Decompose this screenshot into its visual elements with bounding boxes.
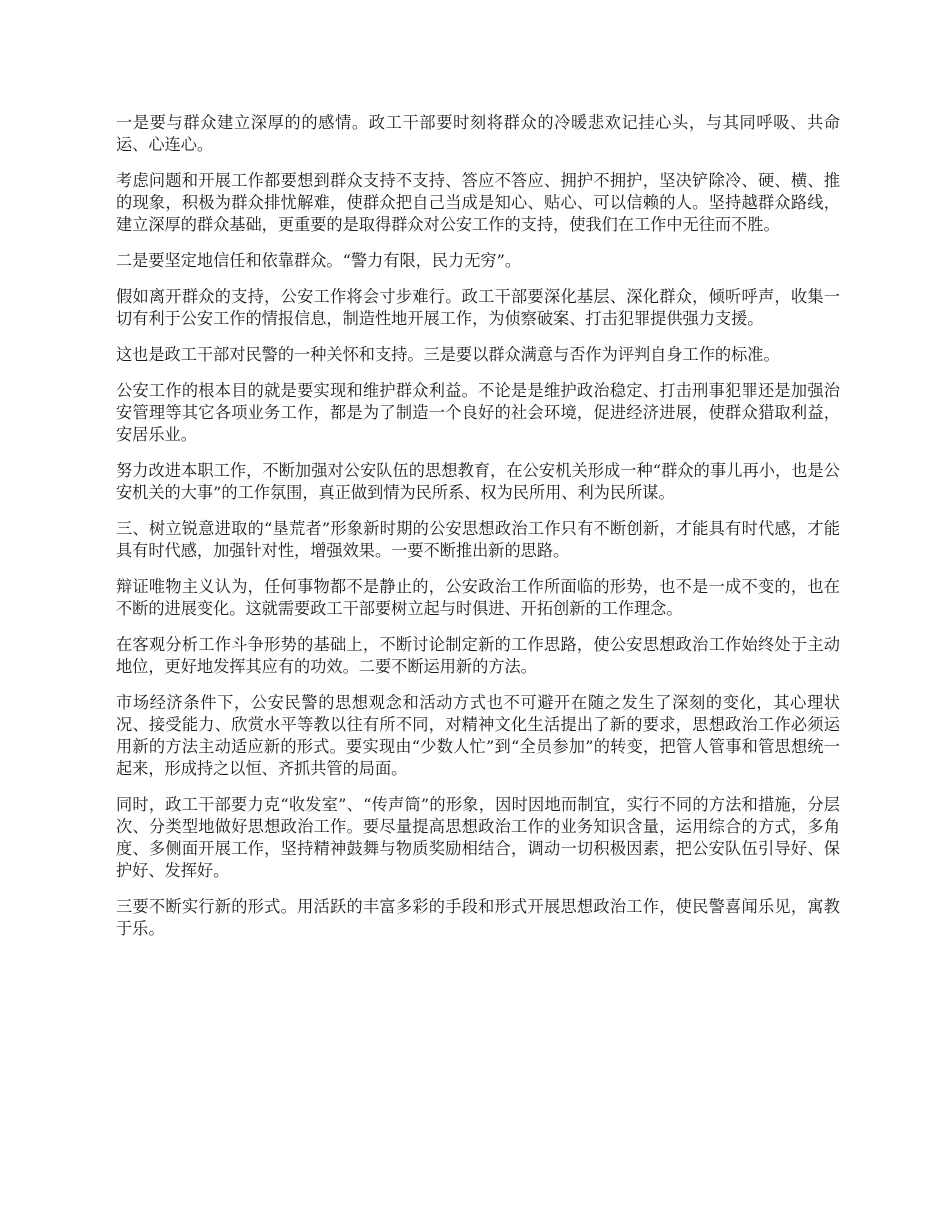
paragraph-12: 同时，政工干部要力克“收发室”、“传声筒”的形象，因时因地而制宜，实行不同的方法和措施，分层次、分类型地做好思想政治工作。要尽量提高思想政治工作的业务知识含量，运用综合的方式，多角度、多侧面开展工作，坚持精神鼓舞与物质奖励相结合，调动一切积极因素，把公安队伍引导好、保护好、发挥好。 — [116, 795, 840, 880]
document-body — [116, 112, 840, 954]
paragraph-2: 考虑问题和开展工作都要想到群众支持不支持、答应不答应、拥护不拥护，坚决铲除冷、硬、横、推的现象，积极为群众排忧解难，使群众把自己当成是知心、贴心、可以信赖的人。坚持越群众路线，建立深厚的群众基础，更重要的是取得群众对公安工作的支持，使我们在工作中无往而不胜。 — [116, 171, 840, 234]
paragraph-13: 三要不断实行新的形式。用活跃的丰富多彩的手段和形式开展思想政治工作，使民警喜闻乐见，寓教于乐。 — [116, 897, 840, 938]
paragraph-3: 二是要坚定地信任和依靠群众。“警力有限，民力无穷”。 — [116, 251, 522, 270]
paragraph-7: 努力改进本职工作，不断加强对公安队伍的思想教育，在公安机关形成一种“群众的事儿再小，也是公安机关的大事”的工作氛围，真正做到情为民所系、权为民所用、利为民所谋。 — [116, 461, 840, 502]
paragraph-5: 这也是政工干部对民警的一种关怀和支持。三是要以群众满意与否作为评判自身工作的标准。 — [116, 345, 780, 364]
paragraph-9: 辩证唯物主义认为，任何事物都不是静止的，公安政治工作所面临的形势，也不是一成不变的，也在不断的进展变化。这就需要政工干部要树立起与时俱进、开拓创新的工作理念。 — [116, 577, 840, 618]
paragraph-6: 公安工作的根本目的就是要实现和维护群众利益。不论是是维护政治稳定、打击刑事犯罪还是加强治安管理等其它各项业务工作，都是为了制造一个良好的社会环境，促进经济进展，使群众猎取利益，安居乐业。 — [116, 381, 840, 444]
paragraph-8: 三、树立锐意进取的“垦荒者”形象新时期的公安思想政治工作只有不断创新，才能具有时代感，才能具有时代感，加强针对性，增强效果。一要不断推出新的思路。 — [116, 519, 840, 560]
paragraph-4: 假如离开群众的支持，公安工作将会寸步难行。政工干部要深化基层、深化群众，倾听呼声，收集一切有利于公安工作的情报信息，制造性地开展工作，为侦察破案、打击犯罪提供强力支援。 — [116, 287, 840, 328]
paragraph-10: 在客观分析工作斗争形势的基础上，不断讨论制定新的工作思路，使公安思想政治工作始终处于主动地位，更好地发挥其应有的功效。二要不断运用新的方法。 — [116, 635, 840, 676]
paragraph-11: 市场经济条件下，公安民警的思想观念和活动方式也不可避开在随之发生了深刻的变化，其心理状况、接受能力、欣赏水平等教以往有所不同，对精神文化生活提出了新的要求，思想政治工作必须运用新的方法主动适应新的形式。要实现由“少数人忙”到“全员参加”的转变，把管人管事和管思想统一起来，形成持之以恒、齐抓共管的局面。 — [116, 693, 840, 778]
paragraph-1: 一是要与群众建立深厚的的感情。政工干部要时刻将群众的冷暖悲欢记挂心头，与其同呼吸、共命运、心连心。 — [116, 113, 840, 154]
